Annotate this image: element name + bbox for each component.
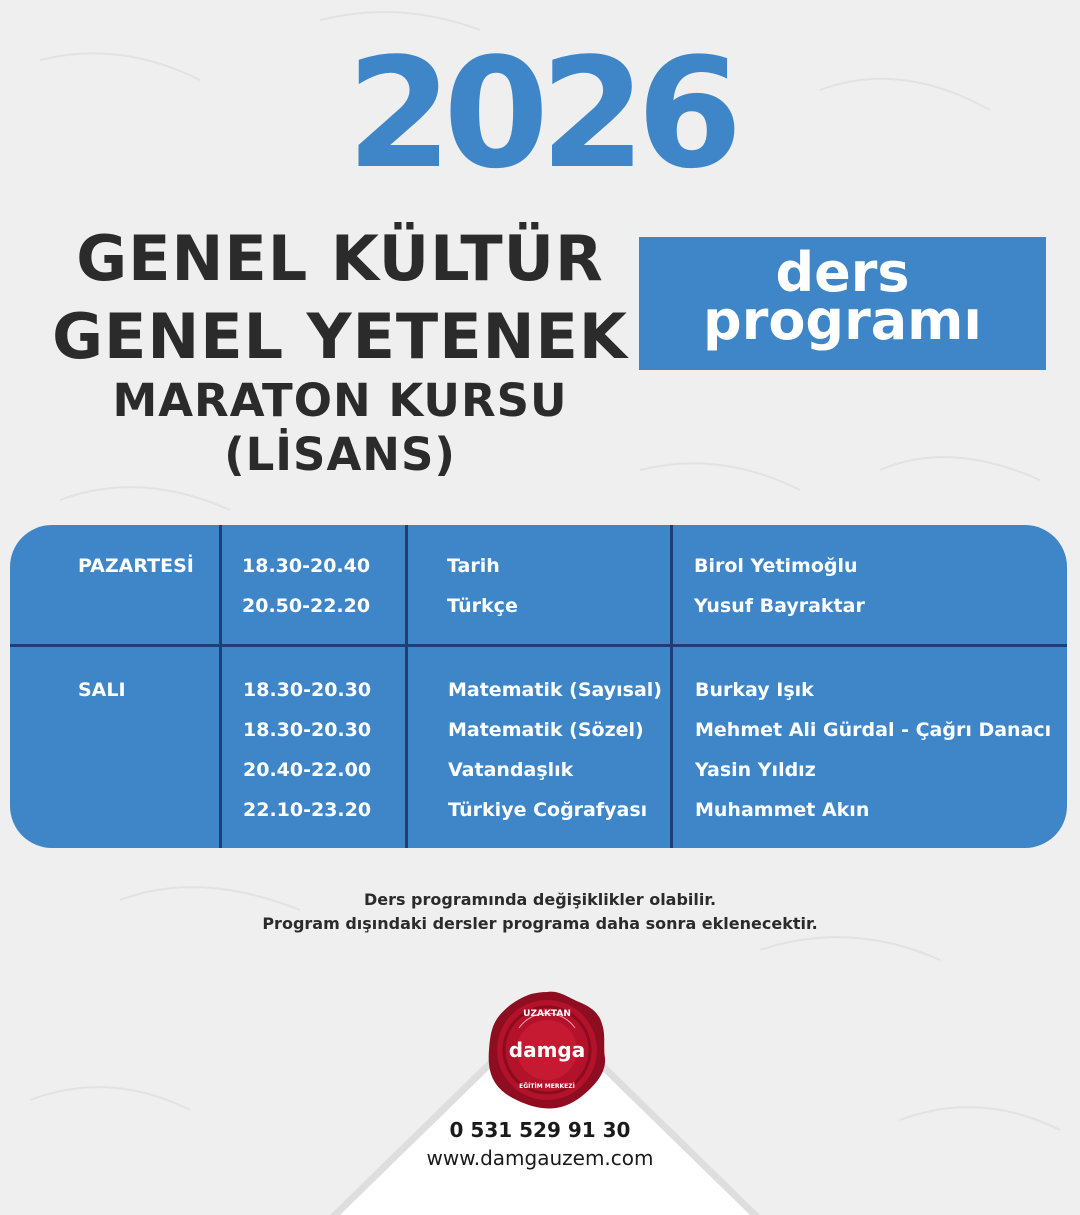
seal-bottom-text: EĞİTİM MERKEZİ xyxy=(519,1083,575,1090)
day-label: SALI xyxy=(78,679,126,701)
program-badge xyxy=(639,237,1046,370)
day-label: PAZARTESİ xyxy=(78,555,194,577)
schedule-note-1: Ders programında değişiklikler olabilir. xyxy=(363,890,717,909)
column-divider xyxy=(405,525,408,848)
column-divider xyxy=(219,525,222,848)
damga-seal-logo xyxy=(485,988,609,1112)
subject: Tarih xyxy=(447,555,500,577)
row-divider xyxy=(10,644,1067,647)
time-slot: 18.30-20.30 xyxy=(243,719,372,741)
teachers-tuesday xyxy=(695,670,1051,830)
teacher: Burkay Işık xyxy=(695,679,814,701)
title-line-3: MARATON KURSU xyxy=(112,374,568,427)
subject: Türkçe xyxy=(447,595,518,617)
teacher: Muhammet Akın xyxy=(695,799,870,821)
seal-brand-text: damga xyxy=(508,1038,586,1062)
badge-line-2: programı xyxy=(703,289,982,352)
title-line-4: (LİSANS) xyxy=(224,428,456,481)
phone-number[interactable]: 0 531 529 91 30 xyxy=(449,1118,631,1142)
time-slot: 18.30-20.30 xyxy=(243,679,372,701)
subject: Matematik (Sözel) xyxy=(448,719,644,741)
day-tuesday xyxy=(78,670,126,710)
time-slot: 18.30-20.40 xyxy=(242,555,371,577)
teacher: Yasin Yıldız xyxy=(695,759,816,781)
times-tuesday xyxy=(243,670,371,830)
teacher: Mehmet Ali Gürdal - Çağrı Danacı xyxy=(695,719,1052,741)
subject: Türkiye Coğrafyası xyxy=(448,799,648,821)
teachers-monday xyxy=(694,546,865,626)
subjects-tuesday xyxy=(448,670,662,830)
column-divider xyxy=(670,525,673,848)
subject: Matematik (Sayısal) xyxy=(448,679,662,701)
teacher: Yusuf Bayraktar xyxy=(694,595,865,617)
time-slot: 20.40-22.00 xyxy=(243,759,372,781)
schedule-table xyxy=(10,525,1067,848)
website-link[interactable]: www.damgauzem.com xyxy=(426,1146,654,1170)
subjects-monday xyxy=(447,546,518,626)
schedule-note-2: Program dışındaki dersler programa daha sonra eklenecektir. xyxy=(262,914,818,933)
title-line-2: GENEL YETENEK xyxy=(52,300,628,373)
teacher: Birol Yetimoğlu xyxy=(694,555,858,577)
time-slot: 22.10-23.20 xyxy=(243,799,372,821)
seal-top-text: UZAKTAN xyxy=(523,1009,571,1019)
year-heading: 2026 xyxy=(346,25,734,202)
time-slot: 20.50-22.20 xyxy=(242,595,371,617)
badge-line-1: ders xyxy=(775,241,910,304)
title-line-1: GENEL KÜLTÜR xyxy=(76,222,604,295)
day-monday xyxy=(78,546,194,586)
times-monday xyxy=(242,546,370,626)
subject: Vatandaşlık xyxy=(448,759,574,781)
